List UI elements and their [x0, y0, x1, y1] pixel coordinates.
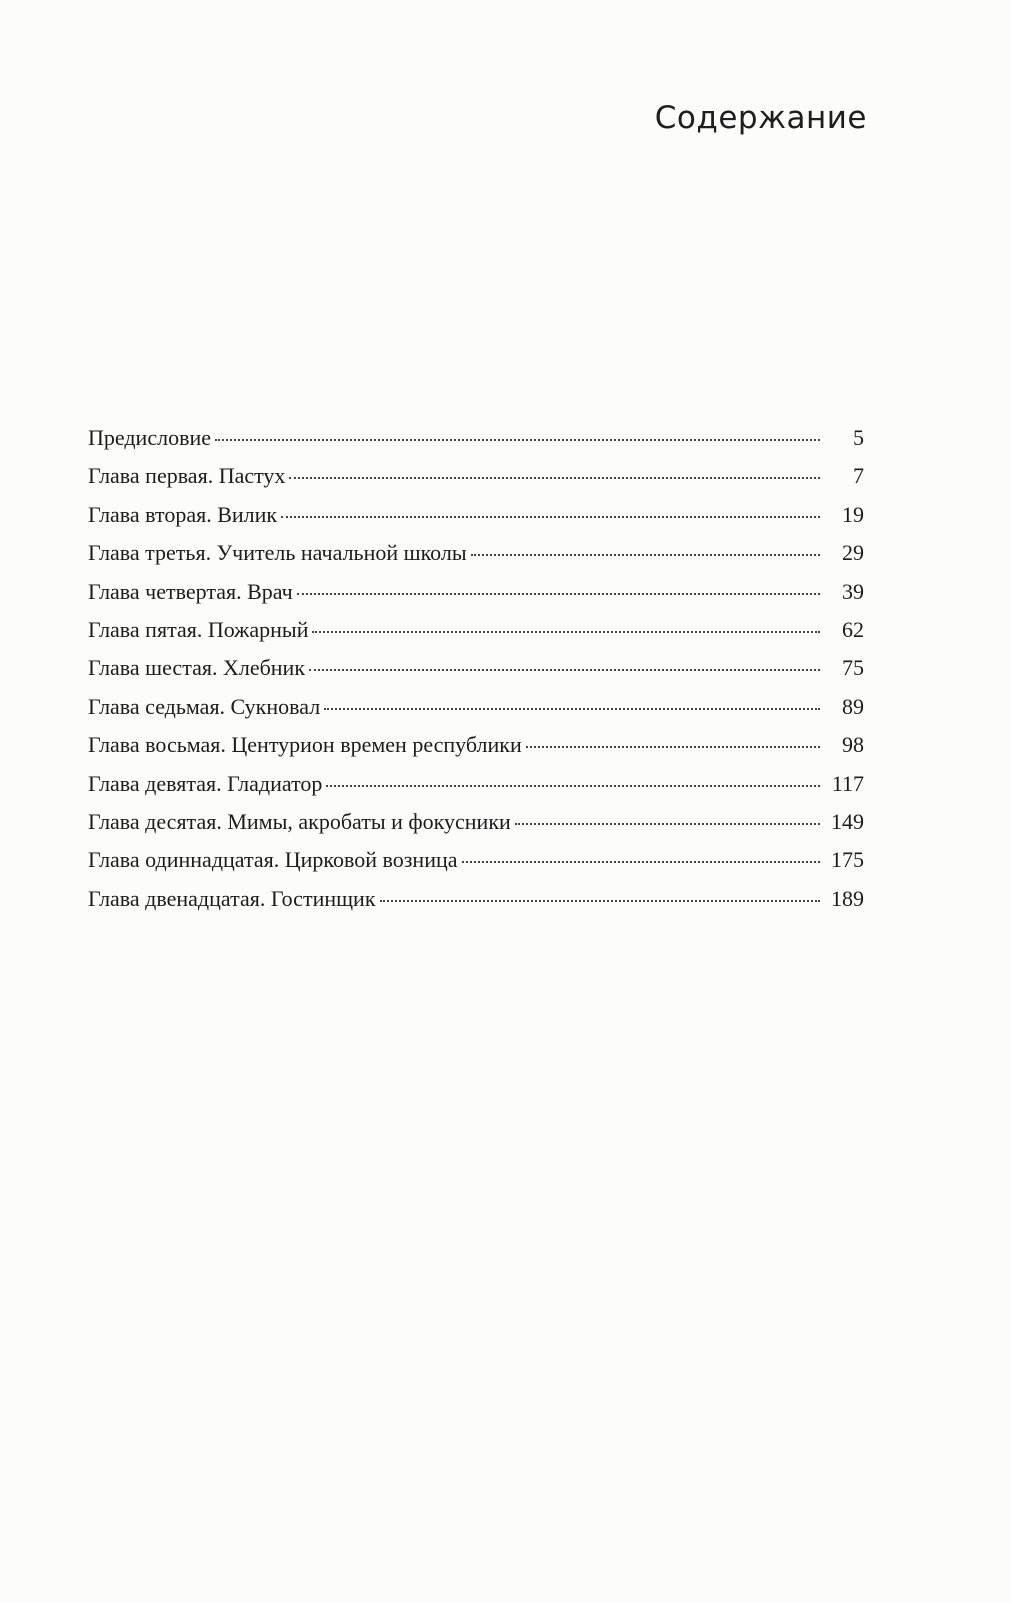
- toc-entry: [88, 463, 864, 501]
- dot-leader: [289, 477, 820, 479]
- toc-entry: [88, 809, 864, 847]
- toc-entry: [88, 771, 864, 809]
- toc-entry: [88, 425, 864, 463]
- toc-entry-page: 39: [842, 578, 864, 604]
- toc-entry-page: 7: [853, 463, 864, 489]
- dot-leader: [309, 669, 820, 671]
- toc-entry: [88, 694, 864, 732]
- toc-entry-title: Глава шестая. Хлебник: [88, 655, 306, 681]
- toc-entry-title: Глава пятая. Пожарный: [88, 616, 309, 642]
- toc-entry-title: Глава седьмая. Сукновал: [88, 693, 321, 719]
- page-title: Содержание: [654, 100, 867, 136]
- toc-entry: [88, 655, 864, 693]
- dot-leader: [471, 554, 820, 556]
- toc-entry-page: 149: [831, 808, 864, 834]
- toc-entry: [88, 502, 864, 540]
- toc-entry: [88, 579, 864, 617]
- toc-entry-page: 62: [842, 616, 864, 642]
- toc-entry-page: 75: [842, 655, 864, 681]
- toc-entry-page: 175: [831, 847, 864, 873]
- dot-leader: [215, 439, 820, 441]
- toc-entry-page: 29: [842, 540, 864, 566]
- table-of-contents: [88, 425, 864, 924]
- toc-entry: [88, 886, 864, 924]
- toc-entry-title: Глава десятая. Мимы, акробаты и фокусники: [88, 808, 511, 834]
- toc-entry-title: Глава девятая. Гладиатор: [88, 770, 323, 796]
- toc-entry-title: Глава четвертая. Врач: [88, 578, 293, 604]
- toc-entry-title: Глава одиннадцатая. Цирковой возница: [88, 847, 458, 873]
- toc-entry-page: 98: [842, 732, 864, 758]
- toc-entry-title: Глава двенадцатая. Гостинщик: [88, 885, 376, 911]
- toc-entry-page: 117: [831, 770, 864, 796]
- toc-entry-page: 19: [842, 501, 864, 527]
- dot-leader: [526, 746, 820, 748]
- toc-entry-page: 5: [853, 425, 864, 450]
- toc-entry-title: Глава третья. Учитель начальной школы: [88, 540, 467, 566]
- toc-entry: [88, 617, 864, 655]
- dot-leader: [515, 823, 820, 825]
- toc-entry-title: Глава восьмая. Центурион времен республики: [88, 732, 522, 758]
- dot-leader: [324, 708, 820, 710]
- dot-leader: [326, 785, 820, 787]
- dot-leader: [462, 861, 821, 863]
- toc-entry-page: 189: [831, 885, 864, 911]
- dot-leader: [281, 516, 820, 518]
- toc-entry: [88, 732, 864, 770]
- dot-leader: [380, 900, 820, 902]
- toc-entry-title: Предисловие: [88, 425, 211, 450]
- toc-entry-title: Глава вторая. Вилик: [88, 501, 278, 527]
- dot-leader: [297, 593, 820, 595]
- toc-entry-title: Глава первая. Пастух: [88, 463, 286, 489]
- dot-leader: [312, 631, 820, 633]
- toc-entry: [88, 540, 864, 578]
- toc-entry: [88, 847, 864, 885]
- toc-entry-page: 89: [842, 693, 864, 719]
